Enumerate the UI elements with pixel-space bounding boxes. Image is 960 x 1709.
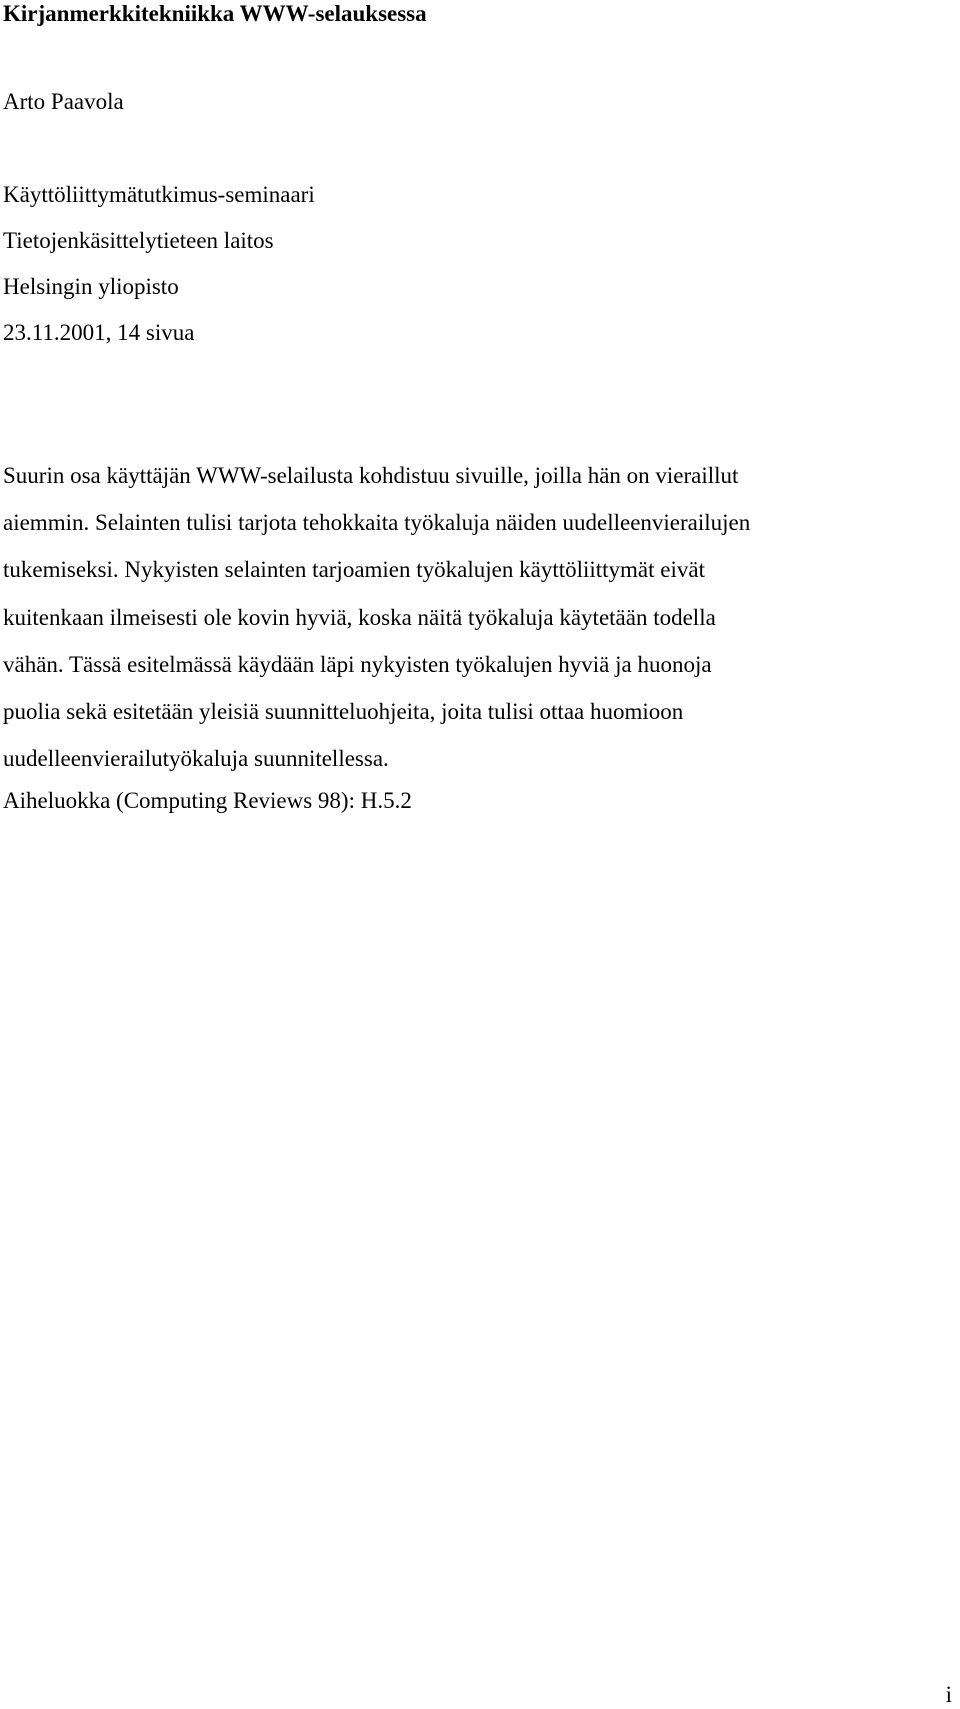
abstract-paragraph [3,452,953,782]
date-and-page-count: 23.11.2001, 14 sivua [3,320,195,345]
author-name: Arto Paavola [3,89,124,114]
department-name: Tietojenkäsittelytieteen laitos [3,228,274,253]
abstract-line: aiemmin. Selainten tulisi tarjota tehokkaita työkaluja näiden uudelleenvierailujen [3,510,751,536]
page-number: i [945,1682,952,1707]
document-title: Kirjanmerkkitekniikka WWW-selauksessa [3,1,427,26]
abstract-line: Suurin osa käyttäjän WWW-selailusta kohdistuu sivuille, joilla hän on vieraillut [3,463,739,488]
abstract-line: puolia sekä esitetään yleisiä suunnitteluohjeita, joita tulisi ottaa huomioon [3,699,684,725]
subject-category: Aiheluokka (Computing Reviews 98): H.5.2 [3,788,412,813]
university-name: Helsingin yliopisto [3,274,179,299]
abstract-line: kuitenkaan ilmeisesti ole kovin hyviä, koska näitä työkaluja käytetään todella [3,604,716,630]
abstract-line: tukemiseksi. Nykyisten selainten tarjoamien työkalujen käyttöliittymät eivät [3,557,705,583]
abstract-line: uudelleenvierailutyökaluja suunnitellessa. [3,746,389,772]
abstract-line: vähän. Tässä esitelmässä käydään läpi nykyisten työkalujen hyviä ja huonoja [3,651,712,677]
seminar-name: Käyttöliittymätutkimus-seminaari [3,182,315,207]
